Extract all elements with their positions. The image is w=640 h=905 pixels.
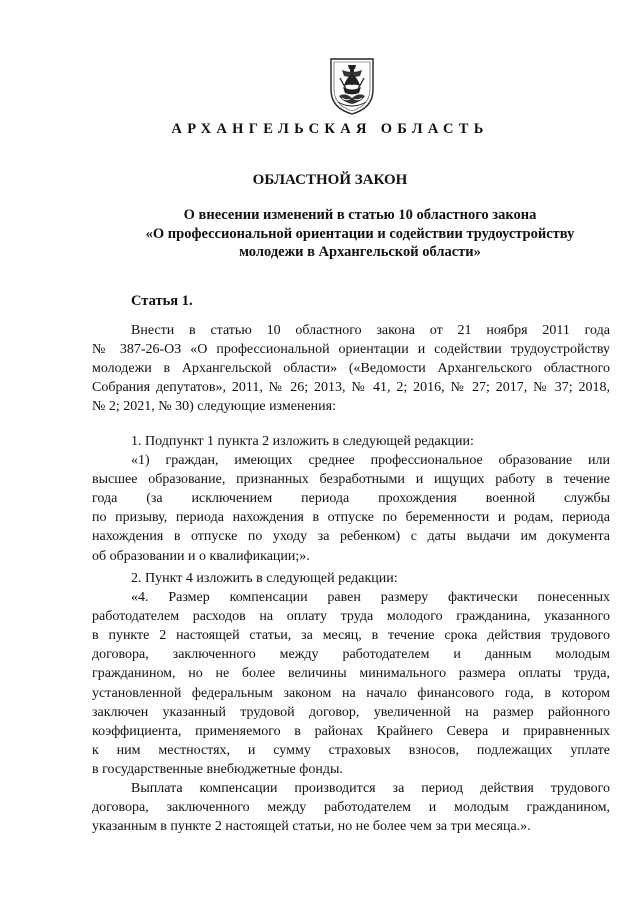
text-line: № 387-26-ОЗ «О профессиональной ориентации и содействии трудоустройству [92, 342, 610, 358]
text-line: коэффициента, применяемого в районах Крайнего Севера и приравненных [92, 723, 610, 739]
text-line: молодежи в Архангельской области» («Ведомости Архангельского областного [92, 361, 610, 377]
text-line: нахождения в отпуске по уходу за ребенком) с даты выдачи им документа [92, 529, 610, 545]
law-title-line: О внесении изменений в статью 10 областного закона [183, 207, 537, 223]
law-title [104, 206, 616, 262]
item-2-paragraph [92, 569, 610, 836]
text-line: высшее образование, признанных безработными и ищущих работу в течение [92, 472, 610, 488]
item-1-paragraph [92, 432, 610, 566]
text-line: № 2; 2021, № 30) следующие изменения: [92, 399, 336, 415]
text-line: 2. Пункт 4 изложить в следующей редакции: [131, 571, 398, 586]
text-line: работодателем расходов на оплату труда молодого гражданина, указанного [92, 609, 610, 625]
text-line: Выплата компенсации производится за период действия трудового [131, 781, 610, 797]
law-title-line: молодежи в Архангельской области» [239, 244, 481, 260]
law-title-line: «О профессиональной ориентации и содействии трудоустройству [145, 225, 575, 242]
region-name: АРХАНГЕЛЬСКАЯ ОБЛАСТЬ [171, 121, 489, 137]
text-line: об образовании и о квалификации;». [92, 548, 310, 564]
text-line: Собрания депутатов», 2011, № 26; 2013, № 41, 2; 2016, № 27; 2017, № 37; 2018, [92, 380, 610, 396]
text-line: в государственные внебюджетные фонды. [92, 761, 343, 777]
text-line: «1) граждан, имеющих среднее профессиональное образование или [131, 453, 610, 469]
text-line: «4. Размер компенсации равен размеру фактически понесенных [131, 590, 610, 606]
text-line: гражданином, но не более величины минимального размера оплаты труда, [92, 666, 610, 682]
text-line: договора, заключенного между работодателем и молодым гражданином, [92, 800, 610, 816]
text-line: 1. Подпункт 1 пункта 2 изложить в следующей редакции: [131, 434, 474, 449]
text-line: установленной федеральным законом на начало финансового года, в котором [92, 685, 610, 701]
law-type-heading: ОБЛАСТНОЙ ЗАКОН [252, 172, 408, 188]
text-line: Внести в статью 10 областного закона от 21 ноября 2011 года [131, 323, 610, 338]
coat-of-arms-icon [328, 56, 376, 116]
text-line: указанным в пункте 2 настоящей статьи, но не более чем за три месяца.». [92, 819, 531, 835]
text-line: заключен указанный трудовой договор, увеличенной на размер районного [92, 704, 610, 720]
intro-paragraph [92, 321, 610, 416]
text-line: договора, заключенного между работодателем и данным молодым [92, 647, 610, 663]
text-line: года (за исключением периода прохождения военной службы [92, 491, 610, 507]
text-line: к ним местностях, и сумму страховых взносов, подлежащих уплате [92, 742, 610, 758]
article-heading: Статья 1. [131, 293, 193, 309]
text-line: в пункте 2 настоящей статьи, за месяц, в течение срока действия трудового [92, 628, 610, 644]
text-line: по призыву, периода нахождения в отпуске по беременности и родам, периода [92, 510, 610, 526]
